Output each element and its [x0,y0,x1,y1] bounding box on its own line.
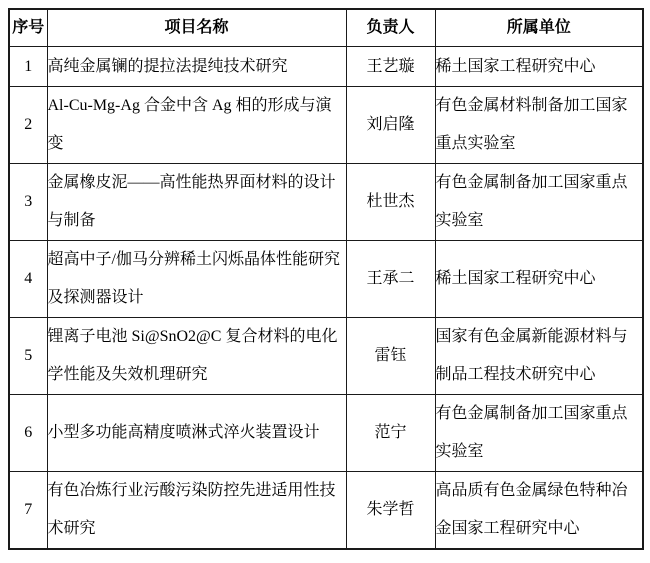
cell-leader: 范宁 [346,395,435,472]
cell-no: 2 [9,87,47,164]
cell-leader: 朱学哲 [346,472,435,550]
table-row [9,164,643,241]
column-header-leader: 负责人 [346,9,435,47]
table-row [9,87,643,164]
cell-project: 高纯金属镧的提拉法提纯技术研究 [47,47,346,87]
cell-no: 6 [9,395,47,472]
cell-no: 4 [9,241,47,318]
cell-leader: 刘启隆 [346,87,435,164]
table-row [9,47,643,87]
cell-unit: 有色金属制备加工国家重点实验室 [435,164,643,241]
cell-project: 锂离子电池 Si@SnO2@C 复合材料的电化学性能及失效机理研究 [47,318,346,395]
cell-project: 有色冶炼行业污酸污染防控先进适用性技术研究 [47,472,346,550]
cell-no: 1 [9,47,47,87]
cell-no: 3 [9,164,47,241]
table-row [9,241,643,318]
cell-unit: 有色金属制备加工国家重点实验室 [435,395,643,472]
column-header-no: 序号 [9,9,47,47]
cell-unit: 高品质有色金属绿色特种冶金国家工程研究中心 [435,472,643,550]
cell-leader: 雷钰 [346,318,435,395]
header-row [9,9,643,47]
cell-leader: 王承二 [346,241,435,318]
table-row [9,318,643,395]
column-header-project: 项目名称 [47,9,346,47]
column-header-unit: 所属单位 [435,9,643,47]
cell-leader: 王艺璇 [346,47,435,87]
table-row [9,395,643,472]
cell-no: 7 [9,472,47,550]
cell-leader: 杜世杰 [346,164,435,241]
cell-unit: 稀土国家工程研究中心 [435,47,643,87]
table-row [9,472,643,550]
cell-unit: 国家有色金属新能源材料与制品工程技术研究中心 [435,318,643,395]
cell-unit: 稀土国家工程研究中心 [435,241,643,318]
projects-table [8,8,644,550]
cell-no: 5 [9,318,47,395]
cell-project: 小型多功能高精度喷淋式淬火装置设计 [47,395,346,472]
cell-project: Al-Cu-Mg-Ag 合金中含 Ag 相的形成与演变 [47,87,346,164]
cell-project: 金属橡皮泥——高性能热界面材料的设计与制备 [47,164,346,241]
cell-unit: 有色金属材料制备加工国家重点实验室 [435,87,643,164]
cell-project: 超高中子/伽马分辨稀土闪烁晶体性能研究及探测器设计 [47,241,346,318]
